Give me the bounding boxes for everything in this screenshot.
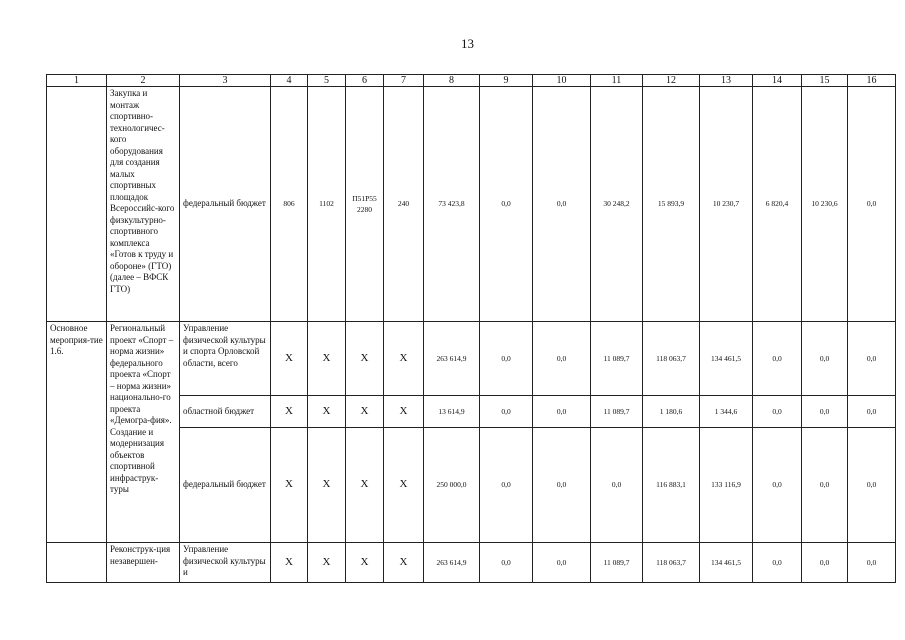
table-cell: 1102: [308, 87, 346, 322]
header-cell: 12: [643, 75, 700, 87]
event-description: Реконструк-ция незавершен-: [107, 543, 180, 583]
table-cell: 0,0: [802, 543, 848, 583]
table-cell: 133 116,9: [700, 428, 753, 543]
table-cell: X: [384, 322, 424, 396]
table-cell: 263 614,9: [424, 322, 480, 396]
table-cell: 0,0: [753, 322, 802, 396]
header-cell: 3: [180, 75, 271, 87]
table-cell: X: [308, 428, 346, 543]
table-cell: 0,0: [480, 428, 533, 543]
table-cell: П51Р55 2280: [346, 87, 384, 322]
table-cell: 240: [384, 87, 424, 322]
table-cell: 263 614,9: [424, 543, 480, 583]
header-cell: 1: [47, 75, 107, 87]
table-cell: 0,0: [480, 543, 533, 583]
table-cell: 0,0: [848, 396, 896, 428]
table-cell: 0,0: [533, 396, 591, 428]
table-cell: 0,0: [533, 322, 591, 396]
table-cell: 134 461,5: [700, 322, 753, 396]
header-cell: 7: [384, 75, 424, 87]
table-cell: 1 180,6: [643, 396, 700, 428]
table-cell: 0,0: [533, 428, 591, 543]
table-cell: 15 893,9: [643, 87, 700, 322]
table-cell: 0,0: [753, 543, 802, 583]
table-cell: X: [271, 428, 308, 543]
table-cell: 250 000,0: [424, 428, 480, 543]
header-cell: 4: [271, 75, 308, 87]
table-cell: X: [346, 322, 384, 396]
table-row: [47, 322, 896, 396]
header-cell: 14: [753, 75, 802, 87]
funding-source: Управление физической культуры и: [180, 543, 271, 583]
table-header-row: [47, 75, 896, 87]
table-cell: 118 063,7: [643, 543, 700, 583]
table-cell: 30 248,2: [591, 87, 643, 322]
header-cell: 16: [848, 75, 896, 87]
header-cell: 6: [346, 75, 384, 87]
table-cell: 806: [271, 87, 308, 322]
event-number: [47, 543, 107, 583]
table-cell: 73 423,8: [424, 87, 480, 322]
table-cell: X: [346, 396, 384, 428]
table-cell: X: [271, 543, 308, 583]
table-cell: X: [346, 428, 384, 543]
header-cell: 8: [424, 75, 480, 87]
table-cell: 13 614,9: [424, 396, 480, 428]
table-cell: 0,0: [848, 87, 896, 322]
table-cell: 118 063,7: [643, 322, 700, 396]
table-cell: 0,0: [753, 428, 802, 543]
table-cell: X: [384, 396, 424, 428]
table-cell: X: [271, 322, 308, 396]
table-cell: 0,0: [848, 543, 896, 583]
table-cell: X: [346, 543, 384, 583]
event-description: Региональный проект «Спорт – норма жизни» федерального проекта «Спорт – норма жизни» национально-го проекта «Демогра-фия». Создание и модернизация объектов спортивной инфраструк-туры: [107, 322, 180, 543]
table-cell: 0,0: [802, 428, 848, 543]
table-cell: 0,0: [848, 322, 896, 396]
table-cell: 0,0: [533, 87, 591, 322]
page-number: 13: [461, 36, 474, 51]
table-cell: 11 089,7: [591, 543, 643, 583]
table-cell: 116 883,1: [643, 428, 700, 543]
event-number: Основное мероприя-тие 1.6.: [47, 322, 107, 543]
header-cell: 9: [480, 75, 533, 87]
header-cell: 5: [308, 75, 346, 87]
funding-source: федеральный бюджет: [180, 87, 271, 322]
table-cell: 6 820,4: [753, 87, 802, 322]
table-cell: 0,0: [753, 396, 802, 428]
table-cell: 0,0: [533, 543, 591, 583]
table-cell: 0,0: [802, 322, 848, 396]
table-cell: 134 461,5: [700, 543, 753, 583]
table-cell: 0,0: [480, 322, 533, 396]
header-cell: 11: [591, 75, 643, 87]
header-cell: 10: [533, 75, 591, 87]
header-cell: 2: [107, 75, 180, 87]
budget-table: [46, 74, 896, 583]
event-description: Закупка и монтаж спортивно-технологичес-кого оборудования для создания малых спортивных площадок Всероссийс-кого физкультурно-спортивного комплекса «Готов к труду и обороне» (ГТО) (далее – ВФСК ГТО): [107, 87, 180, 322]
table-cell: 10 230,7: [700, 87, 753, 322]
table-row: [47, 543, 896, 583]
header-cell: 15: [802, 75, 848, 87]
funding-source: Управление физической культуры и спорта Орловской области, всего: [180, 322, 271, 396]
table-cell: 0,0: [480, 87, 533, 322]
table-cell: 11 089,7: [591, 322, 643, 396]
table-cell: X: [308, 322, 346, 396]
table-row: [47, 87, 896, 322]
table-cell: 11 089,7: [591, 396, 643, 428]
table-cell: 0,0: [591, 428, 643, 543]
funding-source: федеральный бюджет: [180, 428, 271, 543]
table-cell: 1 344,6: [700, 396, 753, 428]
table-cell: 0,0: [802, 396, 848, 428]
funding-source: областной бюджет: [180, 396, 271, 428]
header-cell: 13: [700, 75, 753, 87]
table-cell: X: [271, 396, 308, 428]
table-cell: 10 230,6: [802, 87, 848, 322]
table-cell: X: [384, 543, 424, 583]
table-cell: X: [308, 396, 346, 428]
table-cell: X: [384, 428, 424, 543]
table-cell: 0,0: [848, 428, 896, 543]
table-cell: X: [308, 543, 346, 583]
table-cell: 0,0: [480, 396, 533, 428]
table-cell: [47, 87, 107, 322]
